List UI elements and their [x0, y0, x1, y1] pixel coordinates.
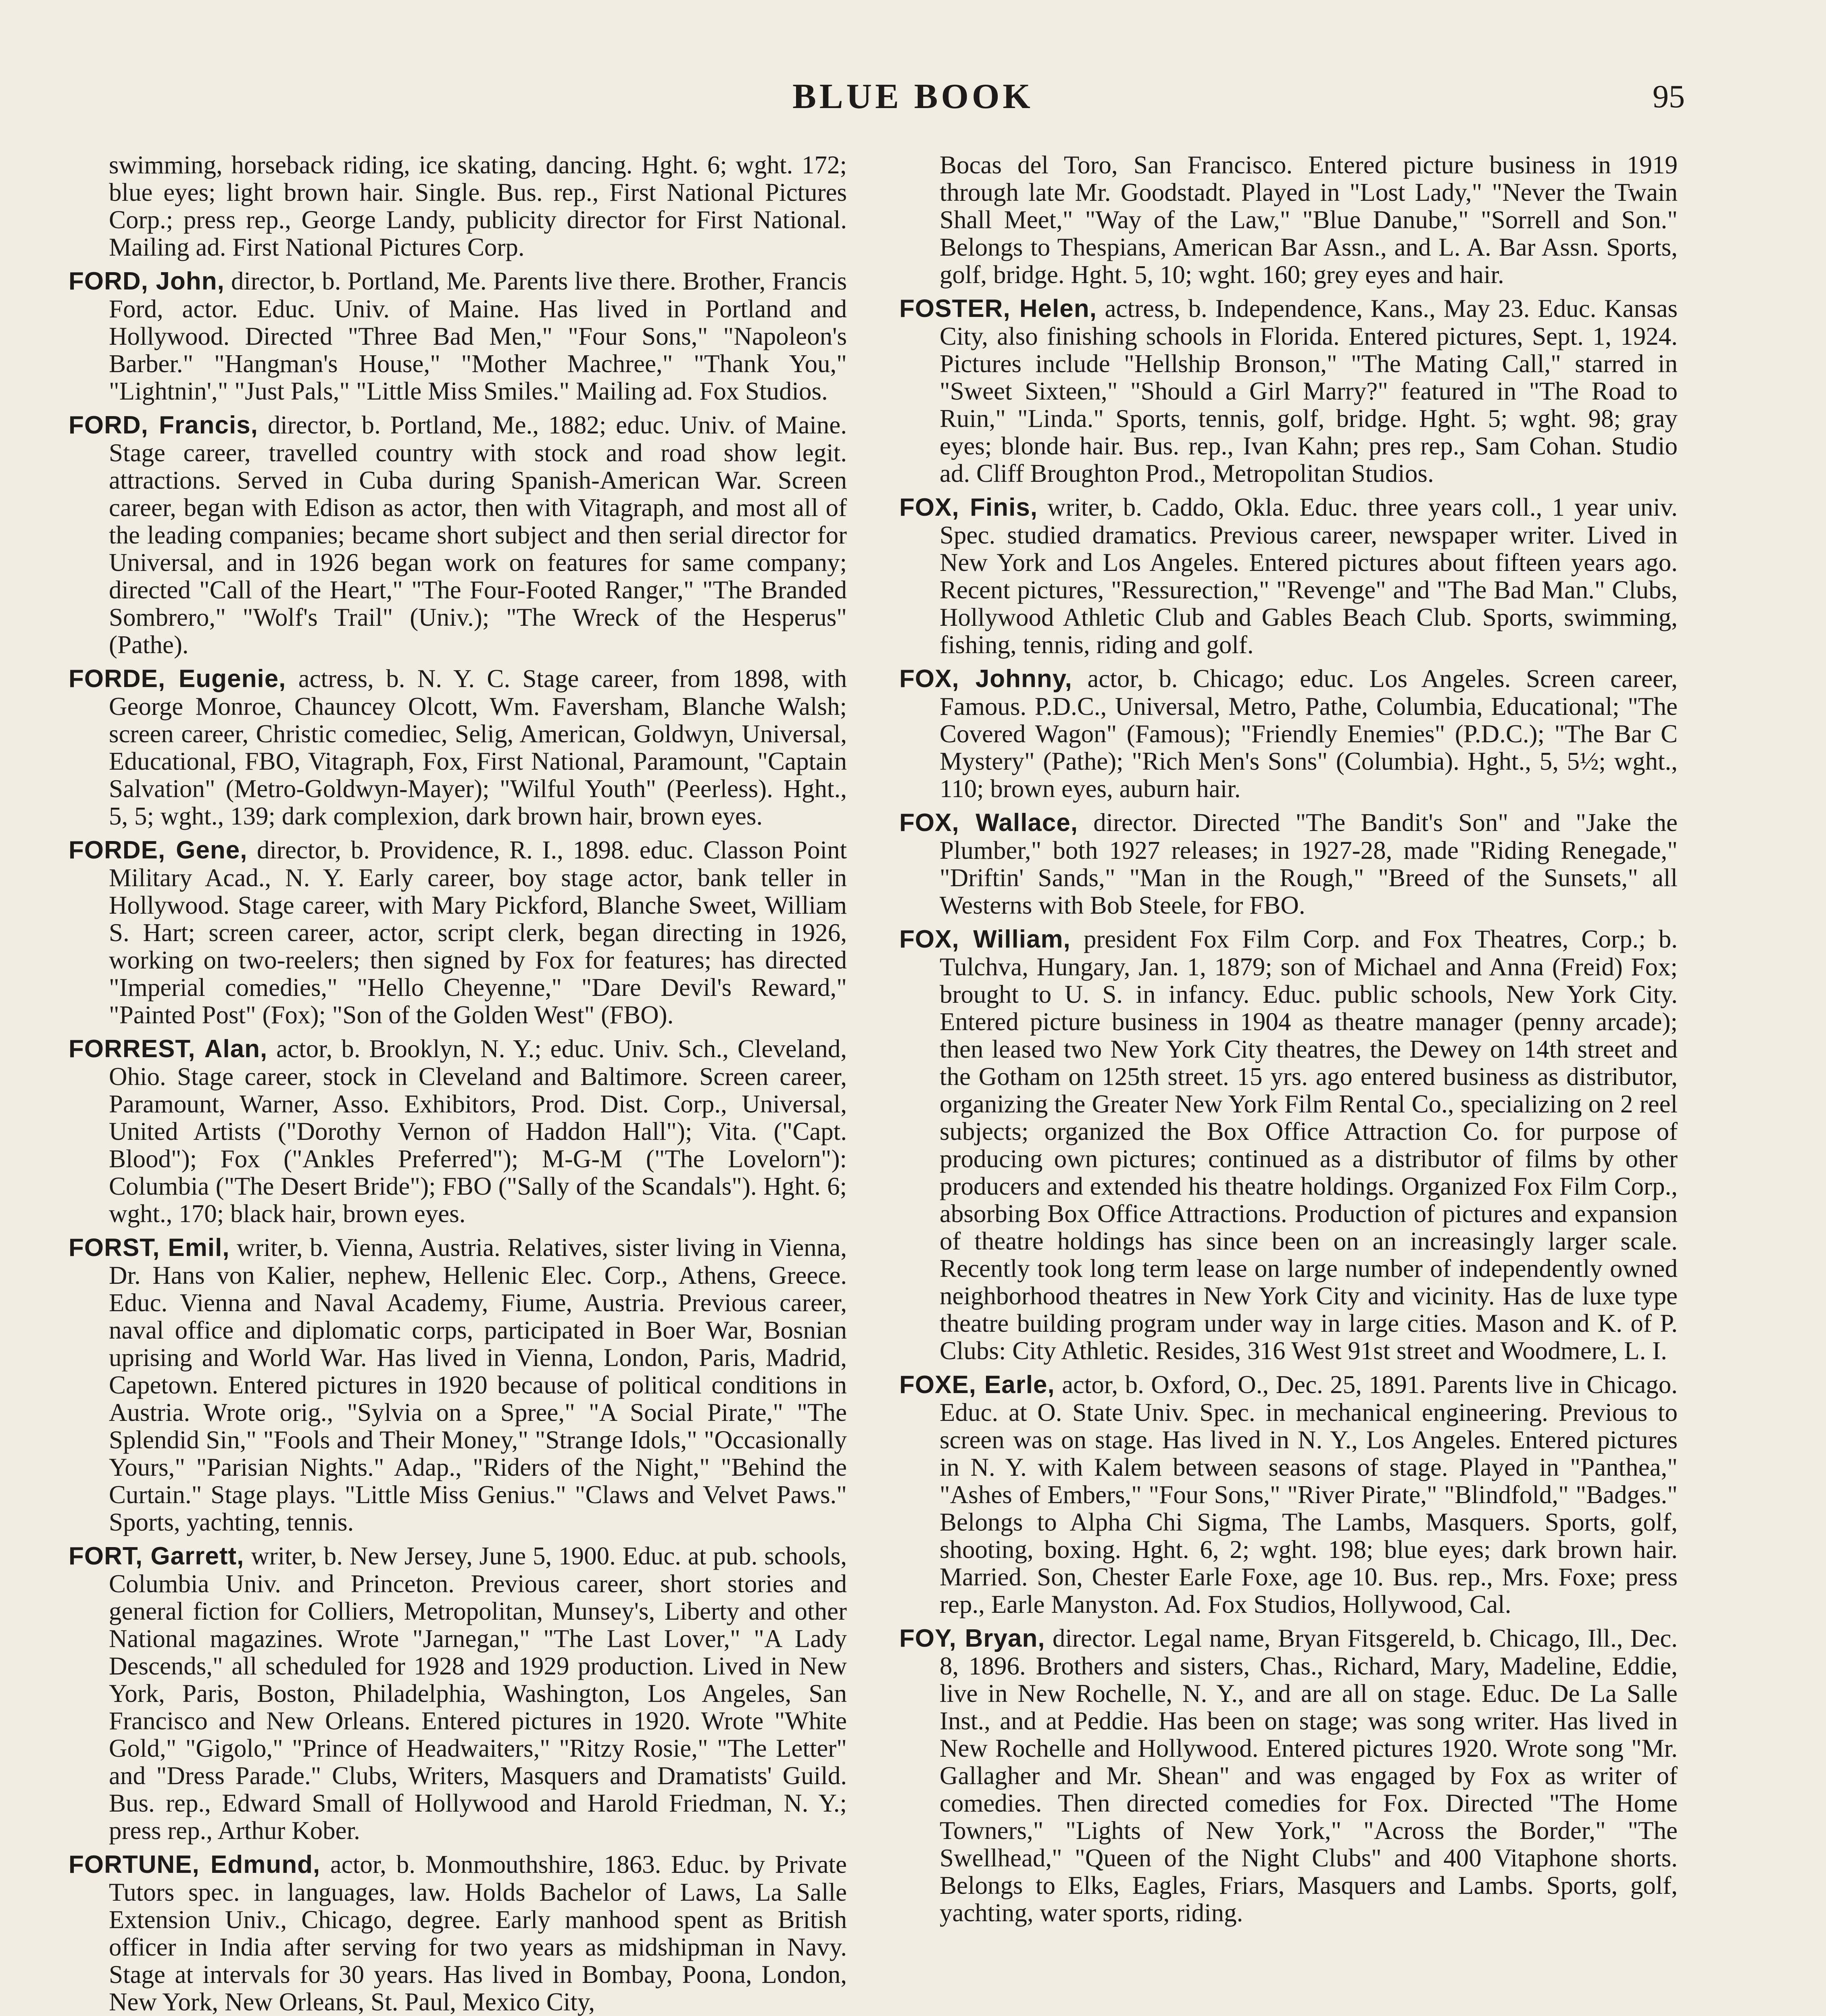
entry-text: writer, b. Caddo, Okla. Educ. three years coll., 1 year univ. Spec. studied dramatics. Previous career, newspaper writer. Lived in New York and Los Angeles. Entered pictures about fifteen years ago. Recent pictures, "Ressurection," "Revenge" and "The Bad Man." Clubs, Hollywood Athletic Club and Gables Beach Club. Sports, swimming, fishing, tennis, riding and golf. — [940, 493, 1678, 659]
entry — [899, 151, 1678, 288]
entry — [899, 665, 1678, 802]
entry-name: FORREST, Alan, — [69, 1035, 268, 1063]
entry-name: FORTUNE, Edmund, — [69, 1851, 321, 1879]
entry-text: writer, b. Vienna, Austria. Relatives, sister living in Vienna, Dr. Hans von Kalier, nephew, Hellenic Elec. Corp., Athens, Greece. Educ. Vienna and Naval Academy, Fiume, Austria. Previous career, naval office and diplomatic corps, participated in Boer War, Bosnian uprising and World War. Has lived in Vienna, London, Paris, Madrid, Capetown. Entered pictures in 1920 because of political conditions in Austria. Wrote orig., "Sylvia on a Spree," "A Social Pirate," "The Splendid Sin," "Fools and Their Money," "Strange Idols," "Occasionally Yours," "Parisian Nights." Adap., "Riders of the Night," "Behind the Curtain." Stage plays. "Little Miss Genius." "Claws and Velvet Paws." Sports, yachting, tennis. — [109, 1233, 847, 1536]
entry-text: actor, b. Monmouthshire, 1863. Educ. by Private Tutors spec. in languages, law. Holds Bachelor of Laws, La Salle Extension Univ., Chicago, degree. Early manhood spent as British officer in India after serving for two years as midshipman in Navy. Stage at intervals for 30 years. Has lived in Bombay, Poona, London, New York, New Orleans, St. Paul, Mexico City, — [109, 1850, 847, 2016]
entry-name: FOX, Johnny, — [899, 665, 1072, 693]
entry — [69, 1851, 847, 2016]
entry — [69, 665, 847, 830]
entry-name: FORD, Francis, — [69, 411, 258, 439]
entry-text: actor, b. Brooklyn, N. Y.; educ. Univ. Sch., Cleveland, Ohio. Stage career, stock in Cleveland and Baltimore. Screen career, Paramount, Warner, Asso. Exhibitors, Prod. Dist. Corp., Universal, United Artists ("Dorothy Vernon of Haddon Hall"); Vita. ("Capt. Blood"); Fox ("Ankles Preferred"); M-G-M ("The Lovelorn"): Columbia ("The Desert Bride"); FBO ("Sally of the Scandals"). Hght. 6; wght., 170; black hair, brown eyes. — [109, 1035, 847, 1228]
entry — [899, 925, 1678, 1364]
entry-name: FORST, Emil, — [69, 1234, 230, 1262]
entry-text: director, b. Providence, R. I., 1898. educ. Classon Point Military Acad., N. Y. Early career, boy stage actor, bank teller in Hollywood. Stage career, with Mary Pickford, Blanche Sweet, William S. Hart; screen career, actor, script clerk, began directing in 1926, working on two-reelers; then signed by Fox for features; has directed "Imperial comedies," "Hello Cheyenne," "Dare Devil's Reward," "Painted Post" (Fox); "Son of the Golden West" (FBO). — [109, 836, 847, 1029]
entry-name: FOSTER, Helen, — [899, 295, 1097, 323]
entry-text: director, b. Portland, Me. Parents live there. Brother, Francis Ford, actor. Educ. Univ. of Maine. Has lived in Portland and Hollywood. Directed "Three Bad Men," "Four Sons," "Napoleon's Barber." "Hangman's House," "Mother Machree," "Thank You," "Lightnin'," "Just Pals," "Little Miss Smiles." Mailing ad. Fox Studios. — [109, 267, 847, 405]
entry — [899, 1371, 1678, 1618]
entry — [69, 1542, 847, 1844]
page-header — [0, 77, 1826, 121]
entry-name: FOX, William, — [899, 925, 1071, 953]
entry-text: actor, b. Oxford, O., Dec. 25, 1891. Parents live in Chicago. Educ. at O. State Univ. Spec. in mechanical engineering. Previous to screen was on stage. Has lived in N. Y., Los Angeles. Entered pictures in N. Y. with Kalem between seasons of stage. Played in "Panthea," "Ashes of Embers," "Four Sons," "River Pirate," "Blindfold," "Badges." Belongs to Alpha Chi Sigma, The Lambs, Masquers. Sports, golf, shooting, boxing. Hght. 6, 2; wght. 198; blue eyes; dark brown hair. Married. Son, Chester Earle Foxe, age 10. Bus. rep., Mrs. Foxe; press rep., Earle Manyston. Ad. Fox Studios, Hollywood, Cal. — [940, 1370, 1678, 1618]
entry-text: actress, b. Independence, Kans., May 23. Educ. Kansas City, also finishing schools in Florida. Entered pictures, Sept. 1, 1924. Pictures include "Hellship Bronson," "The Mating Call," starred in "Sweet Sixteen," "Should a Girl Marry?" featured in "The Road to Ruin," "Linda." Sports, tennis, golf, bridge. Hght. 5; wght. 98; gray eyes; blonde hair. Bus. rep., Ivan Kahn; pres rep., Sam Cohan. Studio ad. Cliff Broughton Prod., Metropolitan Studios. — [940, 294, 1678, 487]
entry-name: FOXE, Earle, — [899, 1371, 1055, 1399]
entry-name: FORDE, Eugenie, — [69, 665, 286, 693]
entry-name: FORT, Garrett, — [69, 1542, 244, 1570]
entry — [69, 267, 847, 405]
entry-text: president Fox Film Corp. and Fox Theatres, Corp.; b. Tulchva, Hungary, Jan. 1, 1879; son of Michael and Anna (Freid) Fox; brought to U. S. in infancy. Educ. public schools, New York City. Entered picture business in 1904 as theatre manager (penny arcade); then leased two New York City theatres, the Dewey on 14th street and the Gotham on 125th street. 15 yrs. ago entered business as distributor, organizing the Greater New York Film Rental Co., specializing on 2 reel subjects; organized the Box Office Attraction Co. for purpose of producing own pictures; continued as a distributor of films by other producers and extended his theatre holdings. Organized Fox Film Corp., absorbing Box Office Attractions. Production of pictures and expansion of theatre holdings has since been on an increasingly larger scale. Recently took long term lease on large number of independently owned neighborhood theatres in New York City and vicinity. Has de luxe type theatre building program under way in large cities. Mason and K. of P. Clubs: City Athletic. Resides, 316 West 91st street and Woodmere, L. I. — [940, 925, 1678, 1365]
entry — [69, 411, 847, 658]
entry — [899, 809, 1678, 919]
entry — [69, 1234, 847, 1536]
entry-name: FOX, Wallace, — [899, 809, 1078, 837]
entry-text: director. Directed "The Bandit's Son" and "Jake the Plumber," both 1927 releases; in 1927-28, made "Riding Renegade," "Driftin' Sands," "Man in the Rough," "Breed of the Sunsets," all Westerns with Bob Steele, for FBO. — [940, 808, 1678, 919]
entry-text: actress, b. N. Y. C. Stage career, from 1898, with George Monroe, Chauncey Olcott, Wm. Faversham, Blanche Walsh; screen career, Christic comediec, Selig, American, Goldwyn, Universal, Educational, FBO, Vitagraph, Fox, First National, Paramount, "Captain Salvation" (Metro-Goldwyn-Mayer); "Wilful Youth" (Peerless). Hght., 5, 5; wght., 139; dark complexion, dark brown hair, brown eyes. — [109, 664, 847, 830]
entry — [69, 1035, 847, 1227]
entry-name: FORD, John, — [69, 267, 225, 295]
entry-text: director, b. Portland, Me., 1882; educ. Univ. of Maine. Stage career, travelled country with stock and road show legit. attractions. Served in Cuba during Spanish-American War. Screen career, began with Edison as actor, then with Vitagraph, and most all of the leading companies; became short subject and then serial director for Universal, and in 1926 began work on features for same company; directed "Call of the Heart," "The Four-Footed Ranger," "The Branded Sombrero," "Wolf's Trail" (Univ.); "The Wreck of the Hesperus" (Pathe). — [109, 411, 847, 659]
entry-name: FOY, Bryan, — [899, 1624, 1045, 1652]
entry-name: FORDE, Gene, — [69, 836, 248, 864]
entry-text: writer, b. New Jersey, June 5, 1900. Educ. at pub. schools, Columbia Univ. and Princeton. Previous career, short stories and general fiction for Colliers, Metropolitan, Munsey's, Liberty and other National magazines. Wrote "Jarnegan," "The Last Lover," "A Lady Descends," all scheduled for 1928 and 1929 production. Lived in New York, Paris, Boston, Philadelphia, Washington, Los Angeles, San Francisco and New Orleans. Entered pictures in 1920. Wrote "White Gold," "Gigolo," "Prince of Headwaiters," "Ritzy Rosie," "The Letter" and "Dress Parade." Clubs, Writers, Masquers and Dramatists' Guild. Bus. rep., Edward Small of Hollywood and Harold Friedman, N. Y.; press rep., Arthur Kober. — [109, 1542, 847, 1845]
running-title: BLUE BOOK — [792, 77, 1034, 116]
entry-text: swimming, horseback riding, ice skating, dancing. Hght. 6; wght. 172; blue eyes; light brown hair. Single. Bus. rep., First National Pictures Corp.; press rep., George Landy, publicity director for First National. Mailing ad. First National Pictures Corp. — [109, 151, 847, 261]
entry-text: actor, b. Chicago; educ. Los Angeles. Screen career, Famous. P.D.C., Universal, Metro, Pathe, Columbia, Educational; "The Covered Wagon" (Famous); "Friendly Enemies" (P.D.C.); "The Bar C Mystery" (Pathe); "Rich Men's Sons" (Columbia). Hght., 5, 5½; wght., 110; brown eyes, auburn hair. — [940, 664, 1678, 803]
entry-name: FOX, Finis, — [899, 494, 1038, 521]
left-column — [69, 151, 847, 2016]
entry — [899, 1624, 1678, 1926]
entry — [899, 295, 1678, 487]
entry — [899, 494, 1678, 658]
page-number: 95 — [1653, 79, 1685, 115]
entry — [69, 151, 847, 261]
entry — [69, 836, 847, 1029]
right-column — [899, 151, 1678, 2016]
entry-text: director. Legal name, Bryan Fitsgereld, b. Chicago, Ill., Dec. 8, 1896. Brothers and sisters, Chas., Richard, Mary, Madeline, Eddie, live in New Rochelle, N. Y., and are all on stage. Educ. De La Salle Inst., and at Peddie. Has been on stage; was song writer. Has lived in New Rochelle and Hollywood. Entered pictures 1920. Wrote song "Mr. Gallagher and Mr. Shean" and was engaged by Fox as writer of comedies. Then directed comedies for Fox. Directed "The Home Towners," "Lights of New York," "Across the Border," "The Swellhead," "Queen of the Night Clubs" and 400 Vitaphone shorts. Belongs to Elks, Eagles, Friars, Masquers and Lambs. Sports, golf, yachting, water sports, riding. — [940, 1624, 1678, 1927]
entry-text: Bocas del Toro, San Francisco. Entered picture business in 1919 through late Mr. Goodstadt. Played in "Lost Lady," "Never the Twain Shall Meet," "Way of the Law," "Blue Danube," "Sorrell and Son." Belongs to Thespians, American Bar Assn., and L. A. Bar Assn. Sports, golf, bridge. Hght. 5, 10; wght. 160; grey eyes and hair. — [940, 151, 1678, 289]
